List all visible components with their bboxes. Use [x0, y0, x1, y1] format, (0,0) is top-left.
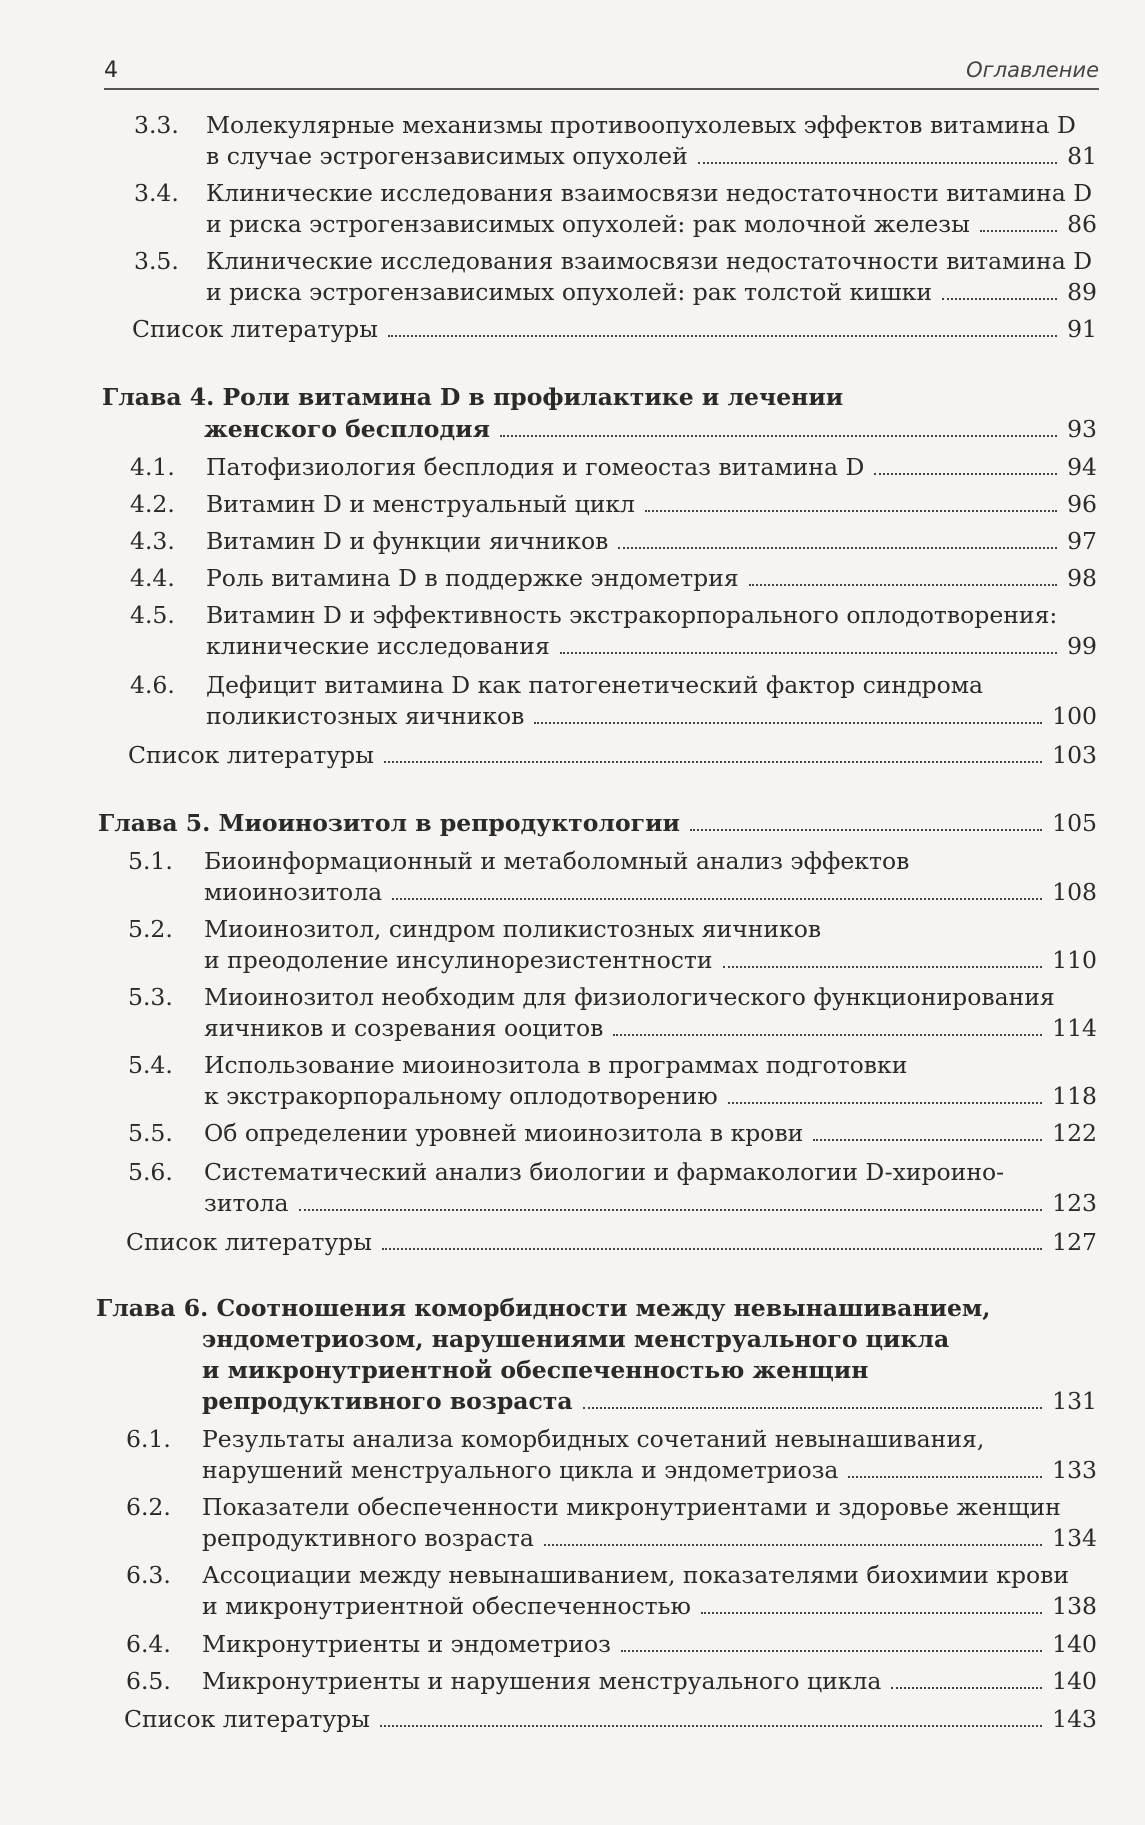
dot-leader [384, 761, 1042, 763]
toc-entry-6-4 [126, 1629, 1097, 1659]
entry-number: 5.2. [128, 915, 173, 943]
entry-title-line2: нарушений менструального цикла и эндометриоза [202, 1456, 839, 1484]
page-ref: 94 [1067, 453, 1097, 481]
page-ref: 86 [1067, 210, 1097, 238]
entry-leader [206, 277, 1097, 307]
entry-leader [206, 631, 1097, 661]
entry-title-line2: и микронутриентной обеспеченностью [202, 1592, 691, 1620]
entry-title-line1: Ассоциации между невынашиванием, показателями биохимии крови [202, 1561, 1070, 1589]
dot-leader [560, 652, 1057, 654]
entry-leader [202, 1591, 1097, 1621]
entry-title: Микронутриенты и нарушения менструального цикла [202, 1667, 882, 1695]
chapter-heading-line4: репродуктивного возраста [202, 1387, 573, 1415]
toc-entry-5-5 [128, 1118, 1097, 1148]
entry-title-line2: в случае эстрогензависимых опухолей [206, 142, 688, 170]
dot-leader [749, 584, 1057, 586]
entry-number: 5.4. [128, 1051, 173, 1079]
dot-leader [534, 722, 1042, 724]
entry-title-line2: к экстракорпоральному оплодотворению [204, 1082, 718, 1110]
dot-leader [388, 335, 1057, 337]
entry-leader [206, 209, 1097, 239]
entry-title: Роль витамина D в поддержке эндометрия [206, 564, 739, 592]
dot-leader [723, 966, 1043, 968]
entry-title-line2: и риска эстрогензависимых опухолей: рак толстой кишки [206, 278, 933, 306]
entry-number: 4.2. [130, 490, 175, 518]
dot-leader [618, 547, 1057, 549]
entry-title-line2: клинические исследования [206, 632, 550, 660]
dot-leader [621, 1650, 1042, 1652]
toc-entry-references-4 [128, 740, 1097, 770]
entry-title-line1: Витамин D и эффективность экстракорпорального оплодотворения: [206, 601, 1058, 629]
chapter-heading-line2: эндометриозом, нарушениями менструального цикла [202, 1325, 950, 1353]
page-ref: 103 [1052, 741, 1097, 769]
entry-title-line1: Молекулярные механизмы противоопухолевых эффектов витамина D [206, 111, 1076, 139]
dot-leader [891, 1687, 1042, 1689]
entry-number: 6.4. [126, 1630, 171, 1658]
entry-number: 6.5. [126, 1667, 171, 1695]
entry-number: 5.3. [128, 983, 173, 1011]
chapter-heading-line3: и микронутриентной обеспеченностью женщин [202, 1356, 869, 1384]
entry-number: 5.6. [128, 1158, 173, 1186]
entry-title: Витамин D и менструальный цикл [206, 490, 635, 518]
toc-entry-references-3 [132, 314, 1097, 344]
page-ref: 143 [1052, 1705, 1097, 1733]
dot-leader [848, 1476, 1042, 1478]
entry-title-line2: яичников и созревания ооцитов [204, 1014, 604, 1042]
page-ref: 81 [1067, 142, 1097, 170]
dot-leader [874, 473, 1057, 475]
entry-title-line1: Клинические исследования взаимосвязи недостаточности витамина D [206, 179, 1093, 207]
chapter-leader [204, 414, 1097, 444]
chapter-heading [98, 808, 680, 838]
page-ref: 123 [1052, 1189, 1097, 1217]
dot-leader [690, 829, 1042, 831]
entry-title-line1: Миоинозитол, синдром поликистозных яичников [204, 915, 822, 943]
entry-leader [206, 141, 1097, 171]
chapter-title-part: . Роли витамина D в профилактике и лечении [206, 383, 844, 411]
page-ref: 93 [1067, 415, 1097, 443]
dot-leader [382, 1248, 1042, 1250]
entry-number: 6.3. [126, 1561, 171, 1589]
entry-title-line2: и преодоление инсулинорезистентности [204, 946, 713, 974]
page-ref: 100 [1052, 702, 1097, 730]
entry-title-line1: Использование миоинозитола в программах подготовки [204, 1051, 908, 1079]
toc-entry-4-1 [130, 452, 1097, 482]
entry-number: 3.3. [134, 111, 179, 139]
entry-number: 3.4. [134, 179, 179, 207]
entry-title-line1: Биоинформационный и метаболомный анализ эффектов [204, 847, 910, 875]
toc-entry-references-6 [124, 1704, 1097, 1734]
page-ref: 96 [1067, 490, 1097, 518]
entry-number: 6.1. [126, 1425, 171, 1453]
entry-number: 5.1. [128, 847, 173, 875]
page-ref: 99 [1067, 632, 1097, 660]
page-ref: 118 [1052, 1082, 1097, 1110]
dot-leader [645, 510, 1057, 512]
entry-title: Об определении уровней миоинозитола в крови [204, 1119, 804, 1147]
entry-title-line2: и риска эстрогензависимых опухолей: рак молочной железы [206, 210, 970, 238]
entry-number: 6.2. [126, 1493, 171, 1521]
toc-entry-4-3 [130, 526, 1097, 556]
dot-leader [392, 898, 1042, 900]
entry-number: 5.5. [128, 1119, 173, 1147]
page-ref: 108 [1052, 878, 1097, 906]
chapter-label: Глава 6 [96, 1294, 201, 1322]
dot-leader [500, 435, 1057, 437]
page-ref: 122 [1052, 1119, 1097, 1147]
dot-leader [583, 1407, 1043, 1409]
page-ref: 127 [1052, 1228, 1097, 1256]
dot-leader [813, 1139, 1042, 1141]
references-label: Список литературы [126, 1228, 372, 1256]
entry-title-line1: Дефицит витамина D как патогенетический фактор синдрома [206, 671, 984, 699]
entry-leader [204, 877, 1097, 907]
entry-number: 4.5. [130, 601, 175, 629]
entry-number: 4.4. [130, 564, 175, 592]
entry-leader [206, 701, 1097, 731]
chapter-heading-line1 [102, 382, 843, 412]
chapter-label: Глава 4 [102, 383, 207, 411]
page-ref: 134 [1052, 1524, 1097, 1552]
chapter-heading-line2: женского бесплодия [204, 415, 490, 443]
entry-leader [204, 1013, 1097, 1043]
entry-title-line1: Результаты анализа коморбидных сочетаний невынашивания, [202, 1425, 985, 1453]
page-ref: 89 [1067, 278, 1097, 306]
entry-title-line1: Систематический анализ биологии и фармакологии D-хироино- [204, 1158, 1005, 1186]
entry-leader [204, 945, 1097, 975]
references-label: Список литературы [132, 315, 378, 343]
page-ref: 110 [1052, 946, 1097, 974]
page-ref: 97 [1067, 527, 1097, 555]
toc-entry-references-5 [126, 1227, 1097, 1257]
toc-entry-4-4 [130, 563, 1097, 593]
running-title: Оглавление [966, 58, 1099, 82]
dot-leader [701, 1612, 1042, 1614]
page-ref: 105 [1052, 809, 1097, 837]
entry-title-line1: Показатели обеспеченности микронутриентами и здоровье женщин [202, 1493, 1061, 1521]
dot-leader [299, 1209, 1043, 1211]
toc-entry-4-2 [130, 489, 1097, 519]
dot-leader [544, 1544, 1042, 1546]
entry-title-line2: зитола [204, 1189, 289, 1217]
dot-leader [613, 1034, 1042, 1036]
toc-entry-6-5 [126, 1666, 1097, 1696]
dot-leader [728, 1102, 1042, 1104]
references-label: Список литературы [128, 741, 374, 769]
page-ref: 140 [1052, 1630, 1097, 1658]
page-ref: 98 [1067, 564, 1097, 592]
references-label: Список литературы [124, 1705, 370, 1733]
entry-title-line1: Миоинозитол необходим для физиологического функционирования [204, 983, 1055, 1011]
entry-title: Витамин D и функции яичников [206, 527, 609, 555]
page-ref: 114 [1052, 1014, 1097, 1042]
page-ref: 140 [1052, 1667, 1097, 1695]
chapter-label: Глава 5 [98, 809, 203, 837]
entry-leader [204, 1188, 1097, 1218]
entry-title-line2: поликистозных яичников [206, 702, 525, 730]
entry-title-line2: миоинозитола [204, 878, 383, 906]
page-ref: 138 [1052, 1592, 1097, 1620]
chapter-title-part: . Соотношения коморбидности между невынашиванием, [200, 1294, 991, 1322]
page-ref: 133 [1052, 1456, 1097, 1484]
entry-number: 4.1. [130, 453, 175, 481]
dot-leader [980, 230, 1057, 232]
page-ref: 91 [1067, 315, 1097, 343]
page-number: 4 [104, 58, 118, 83]
page-ref: 131 [1052, 1387, 1097, 1415]
entry-leader [202, 1523, 1097, 1553]
dot-leader [698, 162, 1057, 164]
chapter-heading-line1 [96, 1293, 991, 1323]
entry-leader [202, 1455, 1097, 1485]
entry-title-line2: репродуктивного возраста [202, 1524, 534, 1552]
toc-chapter-5 [98, 808, 1097, 838]
entry-leader [204, 1081, 1097, 1111]
running-header [104, 52, 1099, 90]
entry-number: 3.5. [134, 247, 179, 275]
dot-leader [942, 298, 1057, 300]
chapter-leader [202, 1386, 1097, 1416]
entry-title-line1: Клинические исследования взаимосвязи недостаточности витамина D [206, 247, 1093, 275]
entry-number: 4.3. [130, 527, 175, 555]
dot-leader [380, 1725, 1042, 1727]
chapter-title-part: . Миоинозитол в репродуктологии [202, 809, 680, 837]
entry-number: 4.6. [130, 671, 175, 699]
entry-title: Патофизиология бесплодия и гомеостаз витамина D [206, 453, 865, 481]
entry-title: Микронутриенты и эндометриоз [202, 1630, 611, 1658]
